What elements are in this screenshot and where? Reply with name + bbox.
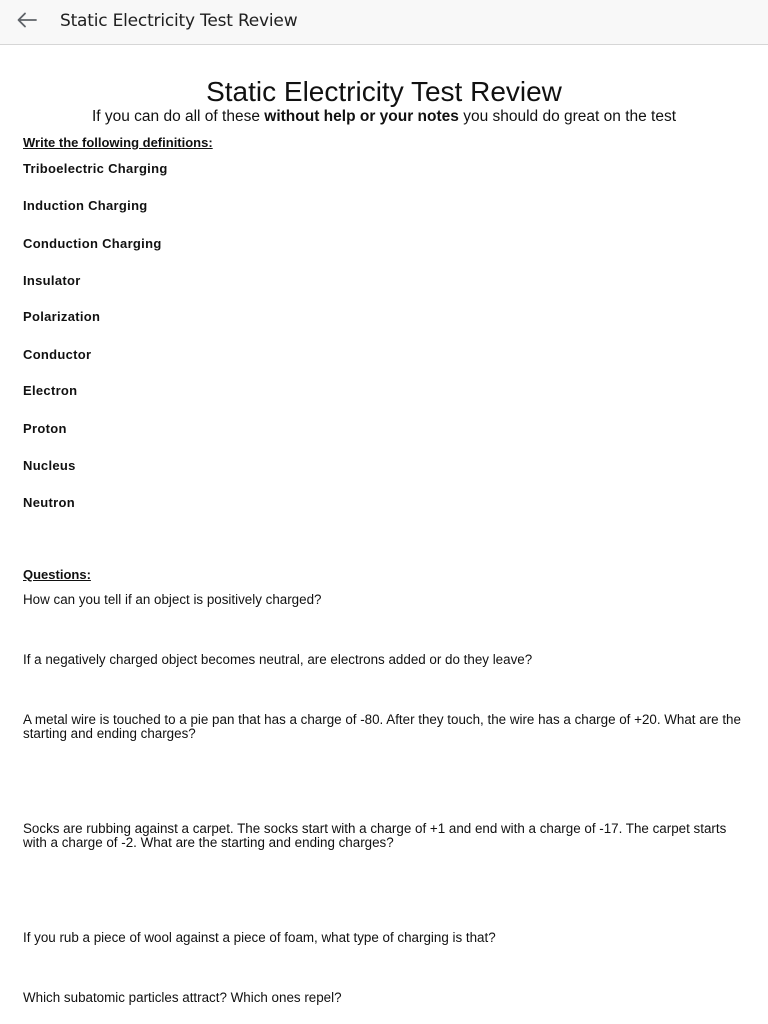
definition-term: Electron [23,383,78,398]
question-item: How can you tell if an object is positively charged? [23,592,322,607]
subtitle-emphasis: without help or your notes [264,108,459,125]
definition-term: Triboelectric Charging [23,161,168,176]
question-item: Socks are rubbing against a carpet. The socks start with a charge of +1 and end with a charge of -17. The carpet starts with a charge of -2. What are the starting and ending charges? [23,821,727,850]
questions-heading: Questions: [23,567,91,582]
definition-term: Neutron [23,495,75,510]
app-bar [0,0,768,45]
question-item: If a negatively charged object becomes neutral, are electrons added or do they leave? [23,652,533,667]
subtitle-prefix: If you can do all of these [91,108,265,125]
definition-term: Polarization [23,309,101,324]
document-subtitle [0,108,768,126]
app-bar-title: Static Electricity Test Review [60,11,298,31]
definition-term: Nucleus [23,458,76,473]
definition-term: Proton [23,421,67,436]
definition-term: Insulator [23,273,81,288]
back-button[interactable] [14,10,40,34]
subtitle-suffix: you should do great on the test [458,108,677,125]
question-item: Which subatomic particles attract? Which ones repel? [23,990,342,1005]
definition-term: Conductor [23,347,92,362]
definitions-heading: Write the following definitions: [23,135,213,150]
question-item: If you rub a piece of wool against a piece of foam, what type of charging is that? [23,930,496,945]
definition-term: Conduction Charging [23,236,162,251]
definition-term: Induction Charging [23,198,148,213]
question-item: A metal wire is touched to a pie pan that has a charge of -80. After they touch, the wire has a charge of +20. What are the starting and ending charges? [23,712,741,741]
arrow-left-icon [17,12,37,33]
document-page [0,45,768,1024]
document-title: Static Electricity Test Review [206,76,562,107]
